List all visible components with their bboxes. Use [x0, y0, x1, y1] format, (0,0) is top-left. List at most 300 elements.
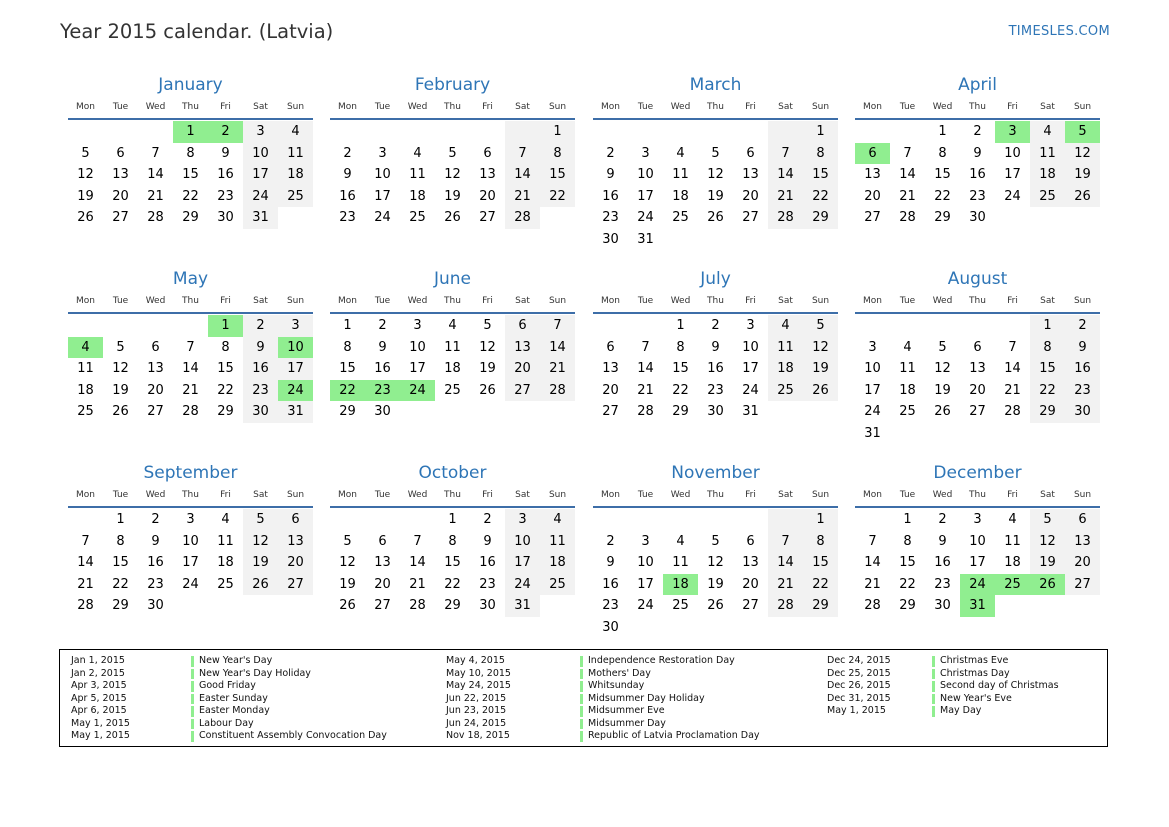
- day-cell: 22: [1030, 380, 1065, 402]
- day-cell: 8: [803, 531, 838, 553]
- day-cell: 4: [1008, 512, 1017, 527]
- header-divider: [855, 118, 1100, 120]
- day-cell: 3: [973, 512, 982, 527]
- day-cell: 13: [1065, 531, 1100, 553]
- day-cell: 20: [278, 552, 313, 574]
- holiday-date: Jan 1, 2015: [71, 655, 125, 666]
- day-cell: 29: [672, 404, 689, 420]
- weekday-header: [68, 490, 313, 504]
- day-cell: 15: [934, 167, 951, 183]
- day-cell: 12: [112, 361, 129, 377]
- day-cell: 3: [243, 121, 278, 143]
- day-cell: 13: [742, 555, 759, 571]
- day-cell: 4: [413, 145, 422, 161]
- holiday-name: Whitsunday: [588, 680, 645, 691]
- day-cell: 27: [742, 598, 759, 614]
- holiday-day: 23: [365, 380, 400, 402]
- day-cell: 15: [112, 555, 129, 571]
- day-cell: 14: [899, 167, 916, 183]
- weekday-header: [330, 296, 575, 310]
- weekday-header: [330, 102, 575, 116]
- day-cell: 15: [339, 361, 356, 377]
- day-cell: 30: [969, 210, 986, 226]
- day-cell: 10: [864, 361, 881, 377]
- day-cell: 10: [742, 339, 759, 355]
- legend-column: [60, 655, 1100, 718]
- weekday-label: Sun: [548, 102, 567, 112]
- day-cell: 23: [969, 188, 986, 204]
- day-cell: 2: [151, 512, 160, 527]
- day-cell: 22: [217, 382, 234, 398]
- holiday-marker: [580, 719, 583, 730]
- day-cell: 18: [217, 555, 234, 571]
- day-cell: 31: [864, 426, 881, 441]
- day-cell: 20: [742, 576, 759, 592]
- day-cell: 20: [147, 382, 164, 398]
- weekday-label: Mon: [76, 296, 95, 306]
- weekday-label: Fri: [745, 296, 756, 306]
- day-cell: 25: [409, 210, 426, 226]
- day-cell: 12: [1065, 143, 1100, 165]
- weekday-label: Tue: [637, 490, 654, 500]
- day-cell: 26: [339, 598, 356, 614]
- day-cell: 24: [864, 404, 881, 420]
- day-cell: 11: [409, 167, 426, 183]
- day-cell: 19: [707, 576, 724, 592]
- day-cell: 27: [602, 404, 619, 420]
- weekday-label: Tue: [899, 102, 916, 112]
- day-cell: 7: [1008, 339, 1017, 355]
- day-cell: 14: [505, 164, 540, 186]
- legend-row: [60, 730, 1100, 743]
- day-cell: 23: [602, 598, 619, 614]
- day-cell: 28: [77, 598, 94, 614]
- holiday-marker: [932, 681, 935, 692]
- day-cell: 25: [217, 576, 234, 592]
- day-cell: 9: [151, 533, 160, 549]
- day-cell: 14: [768, 552, 803, 574]
- day-cell: 18: [540, 552, 575, 574]
- day-cell: 26: [479, 382, 496, 398]
- day-cell: 7: [641, 339, 650, 355]
- day-cell: 1: [1030, 315, 1065, 337]
- holiday-marker: [932, 669, 935, 680]
- weekday-label: Wed: [670, 296, 691, 306]
- day-cell: 28: [899, 210, 916, 226]
- day-cell: 18: [77, 382, 94, 398]
- day-cell: 31: [742, 404, 759, 420]
- month-name: October: [418, 463, 487, 483]
- day-cell: 3: [641, 533, 650, 549]
- weekday-label: Sat: [515, 490, 530, 500]
- day-cell: 27: [112, 210, 129, 226]
- header-divider: [855, 312, 1100, 314]
- day-cell: 8: [186, 145, 195, 161]
- day-cell: 1: [448, 512, 457, 527]
- legend-row: [60, 693, 1100, 706]
- day-cell: 30: [147, 598, 164, 614]
- day-cell: 17: [374, 188, 391, 204]
- day-cell: 31: [278, 401, 313, 423]
- month-name: September: [143, 463, 238, 483]
- day-cell: 14: [1004, 361, 1021, 377]
- weekday-label: Tue: [374, 490, 391, 500]
- day-cell: 5: [938, 339, 947, 355]
- weekday-label: Sun: [811, 102, 830, 112]
- day-cell: 14: [77, 555, 94, 571]
- holiday-day: 24: [400, 380, 435, 402]
- day-cell: 17: [1004, 167, 1021, 183]
- day-cell: 17: [182, 555, 199, 571]
- day-cell: 21: [637, 382, 654, 398]
- day-cell: 15: [217, 361, 234, 377]
- weekday-label: Tue: [899, 296, 916, 306]
- weekend-blank: [505, 121, 540, 143]
- weekday-label: Mon: [76, 490, 95, 500]
- month-name: May: [172, 269, 209, 289]
- day-cell: 6: [606, 339, 615, 355]
- weekday-label: Wed: [932, 490, 953, 500]
- day-cell: 7: [768, 531, 803, 553]
- day-cell: 14: [147, 167, 164, 183]
- holiday-date: May 4, 2015: [446, 655, 505, 666]
- day-cell: 3: [186, 512, 195, 527]
- day-cell: 30: [217, 210, 234, 226]
- day-cell: 27: [374, 598, 391, 614]
- holiday-day: 6: [855, 143, 890, 165]
- day-cell: 2: [973, 124, 982, 139]
- header-divider: [593, 506, 838, 508]
- day-cell: 10: [182, 533, 199, 549]
- day-cell: 5: [343, 533, 352, 549]
- holiday-name: Easter Sunday: [199, 692, 268, 704]
- weekday-label: Mon: [338, 490, 357, 500]
- day-cell: 4: [540, 509, 575, 531]
- weekday-label: Fri: [745, 490, 756, 500]
- day-cell: 21: [768, 186, 803, 208]
- header-divider: [330, 506, 575, 508]
- weekday-label: Mon: [338, 102, 357, 112]
- day-cell: 26: [444, 210, 461, 226]
- day-cell: 2: [606, 145, 615, 161]
- day-cell: 1: [803, 509, 838, 531]
- day-cell: 13: [147, 361, 164, 377]
- day-cell: 7: [768, 143, 803, 165]
- weekday-label: Sun: [286, 102, 305, 112]
- legend-row: [60, 718, 1100, 731]
- holiday-name: Second day of Christmas: [940, 680, 1059, 691]
- day-cell: 11: [217, 533, 234, 549]
- weekday-header: [68, 296, 313, 310]
- day-cell: 7: [413, 533, 422, 549]
- day-cell: 14: [864, 555, 881, 571]
- day-cell: 11: [77, 361, 94, 377]
- day-cell: 30: [1065, 401, 1100, 423]
- day-cell: 29: [899, 598, 916, 614]
- day-cell: 27: [278, 574, 313, 596]
- day-cell: 3: [868, 339, 877, 355]
- day-cell: 8: [221, 339, 230, 355]
- day-cell: 5: [116, 339, 125, 355]
- day-cell: 30: [479, 598, 496, 614]
- holiday-date: May 1, 2015: [71, 730, 130, 741]
- day-cell: 3: [413, 318, 422, 333]
- holiday-date: May 1, 2015: [827, 705, 886, 716]
- site-link[interactable]: TIMESLES.COM: [1008, 24, 1110, 39]
- day-cell: 29: [934, 210, 951, 226]
- holiday-day: 1: [173, 121, 208, 143]
- day-cell: 16: [969, 167, 986, 183]
- weekday-label: Fri: [745, 102, 756, 112]
- day-cell: 3: [505, 509, 540, 531]
- day-cell: 8: [903, 533, 912, 549]
- weekday-label: Sat: [253, 296, 268, 306]
- day-cell: 20: [112, 188, 129, 204]
- day-cell: 5: [711, 533, 720, 549]
- weekday-label: Fri: [482, 490, 493, 500]
- legend-row: [60, 705, 1100, 718]
- weekday-label: Tue: [374, 102, 391, 112]
- day-cell: 20: [742, 188, 759, 204]
- day-cell: 26: [803, 380, 838, 402]
- holiday-name: Mothers' Day: [588, 667, 651, 679]
- day-cell: 7: [903, 145, 912, 161]
- day-cell: 30: [602, 232, 619, 247]
- day-cell: 5: [1030, 509, 1065, 531]
- weekday-label: Sat: [1040, 490, 1055, 500]
- weekday-label: Tue: [112, 296, 129, 306]
- month-name: January: [158, 75, 223, 95]
- day-cell: 3: [378, 145, 387, 161]
- holiday-name: Midsummer Day: [588, 717, 666, 729]
- weekday-label: Thu: [444, 296, 461, 306]
- day-cell: 6: [151, 339, 160, 355]
- holiday-date: Dec 31, 2015: [827, 692, 891, 704]
- day-cell: 12: [77, 167, 94, 183]
- day-cell: 24: [637, 210, 654, 226]
- day-cell: 6: [746, 145, 755, 161]
- day-cell: 19: [1030, 552, 1065, 574]
- day-cell: 16: [339, 188, 356, 204]
- day-cell: 17: [278, 358, 313, 380]
- weekday-label: Sat: [253, 490, 268, 500]
- day-cell: 13: [602, 361, 619, 377]
- day-cell: 20: [1065, 552, 1100, 574]
- day-cell: 6: [483, 145, 492, 161]
- day-cell: 20: [479, 188, 496, 204]
- day-cell: 9: [938, 533, 947, 549]
- day-cell: 8: [803, 143, 838, 165]
- weekday-label: Sat: [778, 490, 793, 500]
- weekday-label: Thu: [969, 296, 986, 306]
- day-cell: 16: [1065, 358, 1100, 380]
- day-cell: 15: [444, 555, 461, 571]
- day-cell: 14: [540, 337, 575, 359]
- holiday-date: Jun 24, 2015: [446, 717, 507, 729]
- weekday-label: Fri: [1007, 296, 1018, 306]
- day-cell: 27: [742, 210, 759, 226]
- weekend-blank: [768, 121, 803, 143]
- day-cell: 27: [147, 404, 164, 420]
- day-cell: 22: [540, 186, 575, 208]
- day-cell: 13: [479, 167, 496, 183]
- day-cell: 28: [768, 595, 803, 617]
- holiday-marker: [932, 706, 935, 717]
- day-cell: 1: [903, 512, 912, 527]
- legend-row: [60, 680, 1100, 693]
- weekday-label: Sun: [1073, 296, 1092, 306]
- day-cell: 2: [243, 315, 278, 337]
- day-cell: 21: [1004, 382, 1021, 398]
- day-cell: 18: [768, 358, 803, 380]
- day-cell: 24: [505, 574, 540, 596]
- day-cell: 21: [147, 188, 164, 204]
- day-cell: 31: [505, 595, 540, 617]
- month-name: March: [689, 75, 742, 95]
- weekday-label: Sun: [1073, 102, 1092, 112]
- day-cell: 29: [1030, 401, 1065, 423]
- holiday-day: 26: [1030, 574, 1065, 596]
- holiday-day: 3: [995, 121, 1030, 143]
- day-cell: 8: [1030, 337, 1065, 359]
- weekday-label: Fri: [1007, 490, 1018, 500]
- day-cell: 28: [409, 598, 426, 614]
- day-cell: 20: [864, 188, 881, 204]
- weekday-label: Sat: [515, 296, 530, 306]
- day-cell: 20: [374, 576, 391, 592]
- day-cell: 16: [934, 555, 951, 571]
- header-divider: [68, 506, 313, 508]
- holiday-name: Easter Monday: [199, 705, 270, 716]
- day-cell: 8: [116, 533, 125, 549]
- day-cell: 24: [182, 576, 199, 592]
- day-cell: 17: [864, 382, 881, 398]
- day-cell: 25: [672, 210, 689, 226]
- weekday-label: Mon: [338, 296, 357, 306]
- day-cell: 12: [934, 361, 951, 377]
- day-cell: 7: [151, 145, 160, 161]
- day-cell: 18: [672, 188, 689, 204]
- day-cell: 19: [479, 361, 496, 377]
- day-cell: 7: [186, 339, 195, 355]
- holiday-date: May 24, 2015: [446, 680, 511, 691]
- day-cell: 19: [444, 188, 461, 204]
- holiday-name: Christmas Day: [940, 667, 1010, 679]
- weekday-header: [855, 102, 1100, 116]
- weekday-header: [68, 102, 313, 116]
- day-cell: 11: [540, 531, 575, 553]
- weekday-label: Sun: [1073, 490, 1092, 500]
- day-cell: 19: [934, 382, 951, 398]
- day-cell: 23: [243, 380, 278, 402]
- holiday-date: May 1, 2015: [71, 717, 130, 729]
- weekday-label: Sun: [286, 490, 305, 500]
- holiday-name: Independence Restoration Day: [588, 655, 735, 666]
- day-cell: 5: [483, 318, 492, 333]
- day-cell: 25: [768, 380, 803, 402]
- holiday-day: 18: [663, 574, 698, 596]
- holiday-name: Constituent Assembly Convocation Day: [199, 730, 387, 741]
- day-cell: 17: [969, 555, 986, 571]
- month-name: June: [433, 269, 472, 289]
- weekday-header: [593, 296, 838, 310]
- day-cell: 21: [505, 186, 540, 208]
- month-name: July: [700, 269, 731, 289]
- day-cell: 13: [112, 167, 129, 183]
- day-cell: 8: [540, 143, 575, 165]
- weekday-label: Sat: [253, 102, 268, 112]
- day-cell: 13: [864, 167, 881, 183]
- weekday-label: Fri: [220, 102, 231, 112]
- day-cell: 24: [637, 598, 654, 614]
- header-divider: [593, 118, 838, 120]
- weekday-header: [593, 102, 838, 116]
- holiday-day: 25: [995, 574, 1030, 596]
- day-cell: 19: [112, 382, 129, 398]
- day-cell: 21: [768, 574, 803, 596]
- day-cell: 15: [540, 164, 575, 186]
- weekday-label: Wed: [145, 490, 166, 500]
- weekday-label: Wed: [407, 102, 428, 112]
- day-cell: 18: [409, 188, 426, 204]
- weekday-header: [855, 296, 1100, 310]
- day-cell: 28: [182, 404, 199, 420]
- day-cell: 16: [602, 188, 619, 204]
- day-cell: 13: [742, 167, 759, 183]
- header-divider: [593, 312, 838, 314]
- day-cell: 30: [602, 620, 619, 635]
- day-cell: 23: [479, 576, 496, 592]
- day-cell: 16: [479, 555, 496, 571]
- holiday-name: New Year's Eve: [940, 692, 1012, 704]
- day-cell: 22: [672, 382, 689, 398]
- day-cell: 9: [1065, 337, 1100, 359]
- weekday-label: Thu: [707, 490, 724, 500]
- holiday-day: 24: [960, 574, 995, 596]
- day-cell: 23: [147, 576, 164, 592]
- day-cell: 27: [1065, 574, 1100, 596]
- day-cell: 28: [864, 598, 881, 614]
- day-cell: 18: [1004, 555, 1021, 571]
- day-cell: 25: [1030, 186, 1065, 208]
- day-cell: 16: [243, 358, 278, 380]
- day-cell: 22: [803, 186, 838, 208]
- day-cell: 27: [479, 210, 496, 226]
- day-cell: 21: [540, 358, 575, 380]
- day-cell: 21: [77, 576, 94, 592]
- day-cell: 18: [278, 164, 313, 186]
- day-cell: 28: [768, 207, 803, 229]
- day-cell: 1: [676, 318, 685, 333]
- weekday-label: Wed: [407, 490, 428, 500]
- day-cell: 19: [1065, 164, 1100, 186]
- day-cell: 29: [182, 210, 199, 226]
- weekday-label: Mon: [601, 296, 620, 306]
- day-cell: 25: [77, 404, 94, 420]
- day-cell: 11: [278, 143, 313, 165]
- day-cell: 7: [81, 533, 90, 549]
- weekday-label: Fri: [482, 102, 493, 112]
- weekday-label: Wed: [407, 296, 428, 306]
- day-cell: 30: [243, 401, 278, 423]
- holiday-name: New Year's Day: [199, 655, 273, 666]
- month-name: April: [958, 75, 997, 95]
- day-cell: 10: [1004, 145, 1021, 161]
- day-cell: 2: [483, 512, 492, 527]
- day-cell: 4: [221, 512, 230, 527]
- day-cell: 9: [973, 145, 982, 161]
- weekday-label: Thu: [182, 490, 199, 500]
